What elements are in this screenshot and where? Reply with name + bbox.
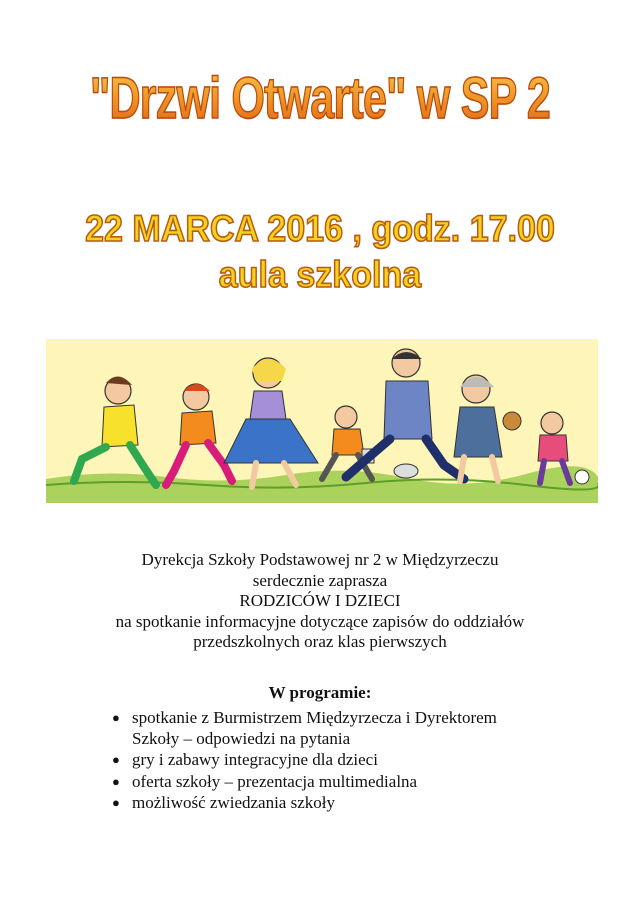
list-item-text: spotkanie z Burmistrzem Międzyrzecza i Dyrektorem bbox=[132, 708, 497, 727]
program-list bbox=[112, 708, 582, 815]
adult-figure bbox=[346, 349, 464, 479]
adult-figure bbox=[454, 375, 521, 481]
event-date: 22 MARCA 2016 , godz. 17.00 bbox=[85, 208, 555, 249]
list-item-text: Szkoły – odpowiedzi na pytania bbox=[132, 728, 351, 748]
bullet-icon: ● bbox=[112, 795, 120, 811]
event-place: aula szkolna bbox=[218, 254, 422, 295]
adult-figure bbox=[224, 358, 318, 487]
list-item-text: możliwość zwiedzania szkoły bbox=[132, 793, 335, 813]
children-illustration bbox=[46, 339, 598, 503]
invitation-text bbox=[0, 550, 640, 653]
list-item-text: gry i zabawy integracyjne dla dzieci bbox=[132, 750, 378, 770]
list-item-text: oferta szkoły – prezentacja multimedialna bbox=[132, 771, 418, 791]
invitation-line: RODZICÓW I DZIECI bbox=[239, 591, 401, 611]
bullet-icon: ● bbox=[112, 773, 120, 789]
program-heading: W programie: bbox=[268, 683, 372, 702]
list-item bbox=[112, 772, 582, 793]
bullet-icon: ● bbox=[112, 752, 120, 768]
bullet-icon: ● bbox=[112, 710, 120, 725]
child-figure bbox=[74, 376, 156, 485]
invitation-line: Dyrekcja Szkoły Podstawowej nr 2 w Międzyrzeczu bbox=[141, 550, 499, 569]
list-item bbox=[112, 708, 582, 749]
child-figure bbox=[166, 384, 232, 485]
invitation-line: na spotkanie informacyjne dotyczące zapisów do oddziałów bbox=[115, 611, 525, 631]
list-item bbox=[112, 750, 582, 771]
invitation-line: serdecznie zaprasza bbox=[252, 570, 388, 590]
child-figure bbox=[322, 406, 374, 479]
invitation-line: przedszkolnych oraz klas pierwszych bbox=[193, 632, 447, 652]
list-item bbox=[112, 793, 582, 814]
page-title: "Drzwi Otwarte" w SP 2 bbox=[83, 70, 557, 128]
